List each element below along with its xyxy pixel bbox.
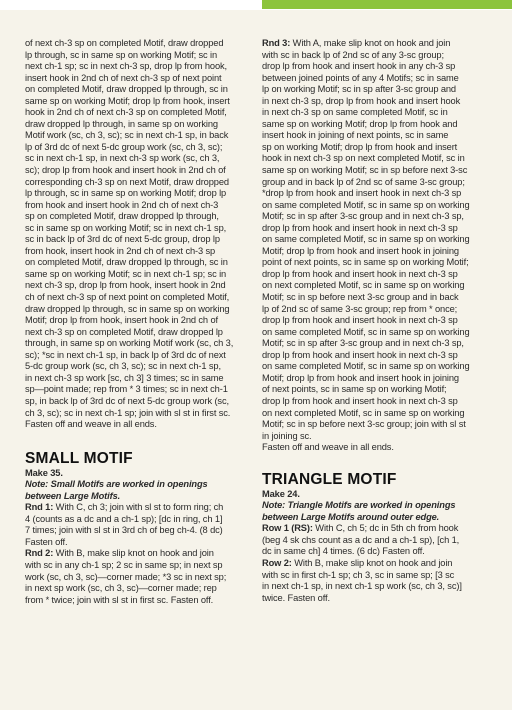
text-line: hook in 2nd ch of next ch-3 sp on completed Motif, bbox=[25, 107, 227, 118]
text-line: lp through, sc in same sp on working Motif; sc in bbox=[25, 49, 218, 60]
text-line: of next ch-3 sp on completed Motif, draw dropped bbox=[25, 38, 224, 48]
text-line: Motif; drop lp from hook and insert hook in joining bbox=[262, 245, 459, 256]
text-line: on same completed Motif, sc in same sp on working bbox=[262, 234, 470, 245]
text-line: with sc in any ch-1 sp; 2 sc in same sp; in next sp bbox=[25, 559, 223, 570]
triangle-motif-heading: TRIANGLE MOTIF bbox=[262, 470, 397, 488]
text-line: drop lp from hook and insert hook in next ch-3 sp bbox=[262, 268, 458, 279]
right-column bbox=[262, 38, 490, 604]
note-line: Note: Triangle Motifs are worked in openings bbox=[262, 500, 456, 511]
triangle-motif-make: Make 24. bbox=[262, 488, 300, 499]
text-line: *drop lp from hook and insert hook in next ch-3 sp bbox=[262, 188, 462, 199]
text-line: in next ch-1 sp, in next ch-1 sp work (sc, ch 3, sc)] bbox=[262, 581, 462, 592]
text-line: on next completed Motif, sc in same sp on working bbox=[262, 407, 465, 418]
text-line: next ch-3 sp on completed Motif, draw dropped lp bbox=[25, 326, 223, 337]
text-line: sc in same sp on working Motif; sc in next ch-1 sp, bbox=[25, 222, 227, 233]
text-segment: With A, make slip knot on hook and join bbox=[290, 38, 451, 48]
text-line: Fasten off. bbox=[25, 536, 68, 547]
text-line: lp of 2nd sc of same 3-sc group; rep from * once; bbox=[262, 303, 458, 314]
text-line: with sc in first ch-1 sp; ch 3, sc in same sp; [3 sc bbox=[262, 569, 455, 580]
text-line: drop lp from hook and insert hook in any ch-3 sp bbox=[262, 61, 456, 72]
text-segment: With C, ch 3; join with sl st to form ring; ch bbox=[53, 502, 224, 513]
text-line: same sp on working Motif; drop lp from hook and bbox=[262, 118, 458, 129]
text-line: sp on completed Motif, draw dropped lp through, bbox=[25, 211, 219, 222]
top-border-bar bbox=[0, 0, 512, 10]
text-line: group and in back lp of 2nd sc of same 3-sc group; bbox=[262, 176, 465, 187]
round-label: Rnd 2: bbox=[25, 548, 54, 559]
large-motif-rnd3 bbox=[262, 38, 490, 454]
text-line: in joining sc. bbox=[262, 430, 312, 441]
text-segment: With C, ch 5; dc in 5th ch from hook bbox=[312, 523, 459, 534]
green-accent-bar bbox=[262, 0, 512, 9]
text-line: twice. Fasten off. bbox=[262, 592, 330, 603]
text-line: work (sc, ch 3, sc)—corner made; *3 sc in next sp; bbox=[25, 571, 227, 582]
text-line bbox=[262, 38, 490, 50]
small-motif-rnd1 bbox=[25, 502, 253, 548]
text-line: from * twice; join with sl st in first sc. Fasten off. bbox=[25, 594, 214, 605]
text-line bbox=[262, 523, 490, 535]
text-line bbox=[25, 502, 253, 514]
text-line: Fasten off and weave in all ends. bbox=[262, 442, 394, 453]
triangle-motif-row2 bbox=[262, 558, 490, 604]
text-line: 5-dc group work (sc, ch 3, sc); sc in next ch-1 sp, bbox=[25, 361, 221, 372]
text-line: Motif; sc in sp after 3-sc group and in next ch-3 sp, bbox=[262, 211, 464, 222]
note-line: between Large Motifs around outer edge. bbox=[262, 511, 440, 522]
text-line: point of next points, sc in same sp on working Motif; bbox=[262, 257, 469, 268]
text-line: drop lp from hook and insert hook in next ch-3 sp bbox=[262, 349, 458, 360]
round-label: Rnd 1: bbox=[25, 502, 54, 513]
text-line: from hook, insert hook in 2nd ch of next ch-3 sp bbox=[25, 245, 216, 256]
text-line: Motif work (sc, ch 3, sc); sc in next ch-1 sp, in back bbox=[25, 130, 229, 141]
note-line: Note: Small Motifs are worked in openings bbox=[25, 479, 208, 490]
text-line: Motif; drop lp from hook and insert hook in joining bbox=[262, 372, 459, 383]
text-line: Motif; sc in sp before next 3-sc group; join with sl st bbox=[262, 419, 466, 430]
text-line: lp through, sc in same sp on working Motif; drop lp bbox=[25, 188, 227, 199]
text-line: Motif; sc in sp after 3-sc group and in next ch-3 sp, bbox=[262, 338, 464, 349]
text-line: 4 (counts as a dc and a ch-1 sp); [dc in ring, ch 1] bbox=[25, 513, 223, 524]
triangle-motif-row1 bbox=[262, 523, 490, 558]
text-line: hook in next ch-3 sp on next completed Motif, sc in bbox=[262, 153, 465, 164]
text-line: on next completed Motif, sc in same sp on working bbox=[262, 280, 465, 291]
small-motif-note bbox=[25, 479, 253, 502]
continuation-paragraph bbox=[25, 38, 253, 431]
text-line: in next ch-3 sp work [sc, ch 3] 3 times; sc in same bbox=[25, 372, 224, 383]
text-line: drop lp from hook and insert hook in next ch-3 sp bbox=[262, 222, 458, 233]
text-line: sc); *sc in next ch-1 sp, in back lp of 3rd dc of next bbox=[25, 349, 226, 360]
text-line bbox=[262, 558, 490, 570]
text-segment: With B, make slip knot on hook and join bbox=[53, 548, 214, 559]
text-line: ch 3, sc); sc in next ch-1 sp; join with sl st in first sc. bbox=[25, 407, 231, 418]
small-motif-rnd2 bbox=[25, 548, 253, 606]
text-line: on completed Motif, draw dropped lp through, sc in bbox=[25, 257, 228, 268]
text-line: through, in same sp on working Motif work (sc, ch 3, bbox=[25, 338, 234, 349]
left-column bbox=[25, 38, 253, 606]
text-line: 7 times; join with sl st in 3rd ch of beg ch-4. (8 dc) bbox=[25, 525, 223, 536]
text-line: Fasten off and weave in all ends. bbox=[25, 419, 157, 430]
text-line: Motif; sc in sp before next 3-sc group and in back bbox=[262, 292, 459, 303]
text-line: sp on working Motif; drop lp from hook and insert bbox=[262, 141, 458, 152]
text-line: (beg 4 sk chs count as a dc and a ch-1 sp), [ch 1, bbox=[262, 534, 460, 545]
text-segment: With B, make slip knot on hook and join bbox=[291, 557, 453, 568]
text-line: on same completed Motif, sc in same sp on working bbox=[262, 199, 470, 210]
text-line: same sp on working Motif; sc in next ch-1 sp; sc in bbox=[25, 268, 227, 279]
text-line: with sc in back lp of 2nd sc of any 3-sc group; bbox=[262, 49, 444, 60]
text-line: Motif; drop lp from hook, insert hook in 2nd ch of bbox=[25, 315, 218, 326]
text-line: drop lp from hook and insert hook in next ch-3 sp bbox=[262, 315, 458, 326]
text-line: lp on working Motif; sc in sp after 3-sc group and bbox=[262, 84, 456, 95]
triangle-motif-note bbox=[262, 500, 490, 523]
text-line bbox=[25, 548, 253, 560]
text-line: corresponding ch-3 sp on next Motif, draw dropped bbox=[25, 176, 229, 187]
text-line: on same completed Motif, sc in same sp on working bbox=[262, 361, 470, 372]
note-line: between Large Motifs. bbox=[25, 490, 121, 501]
text-line: between joined points of any 4 Motifs; sc in same bbox=[262, 72, 459, 83]
row-label: Row 2: bbox=[262, 557, 292, 568]
small-motif-heading: SMALL MOTIF bbox=[25, 449, 133, 467]
text-line: draw dropped lp through, sc in same sp on working bbox=[25, 303, 230, 314]
text-line: ch of next ch-3 sp of next point on completed Motif, bbox=[25, 292, 230, 303]
text-line: sp—point made; rep from * 3 times; sc in next ch-1 bbox=[25, 384, 228, 395]
text-line: same sp on working Motif; drop lp from hook, insert bbox=[25, 95, 230, 106]
small-motif-make: Make 35. bbox=[25, 467, 63, 478]
text-line: on completed Motif, draw dropped lp through, sc in bbox=[25, 84, 228, 95]
text-line: insert hook in 2nd ch of next ch-3 sp of next point bbox=[25, 72, 222, 83]
row-label: Row 1 (RS): bbox=[262, 523, 313, 534]
text-line: in next ch-3 sp, drop lp from hook and insert hook bbox=[262, 95, 461, 106]
text-line: sc); drop lp from hook and insert hook in 2nd ch of bbox=[25, 165, 226, 176]
text-line: sc in back lp of 3rd dc of next 5-dc group, drop lp bbox=[25, 234, 220, 245]
text-line: on same completed Motif, sc in same sp on working bbox=[262, 326, 470, 337]
text-line: in next ch-3 sp on same completed Motif, sc in bbox=[262, 107, 448, 118]
text-line: sp, in back lp of 3rd dc of next 5-dc group work (sc, bbox=[25, 395, 229, 406]
text-line: in next sp work (sc, ch 3, sc)—corner made; rep bbox=[25, 583, 217, 594]
text-line: draw dropped lp through, in same sp on working bbox=[25, 118, 218, 129]
text-line: sc in next ch-1 sp, in next ch-3 sp work (sc, ch 3, bbox=[25, 153, 220, 164]
text-line: next ch-3 sp, drop lp from hook, insert hook in 2nd bbox=[25, 280, 226, 291]
text-line: insert hook in joining of next points, sc in same bbox=[262, 130, 449, 141]
text-line: of next points, sc in same sp on working Motif; bbox=[262, 384, 447, 395]
text-line: dc in same ch] 4 times. (6 dc) Fasten off. bbox=[262, 546, 425, 557]
round-label: Rnd 3: bbox=[262, 38, 291, 48]
text-line: from hook and insert hook in 2nd ch of next ch-3 bbox=[25, 199, 219, 210]
text-line: lp of 3rd dc of next 5-dc group work (sc, ch 3, sc); bbox=[25, 141, 223, 152]
text-line: next ch-1 sp; sc in next ch-3 sp, drop lp from hook, bbox=[25, 61, 228, 72]
text-line: same sp on working Motif; sc in sp before next 3-sc bbox=[262, 165, 468, 176]
text-line: drop lp from hook and insert hook in next ch-3 sp bbox=[262, 395, 458, 406]
